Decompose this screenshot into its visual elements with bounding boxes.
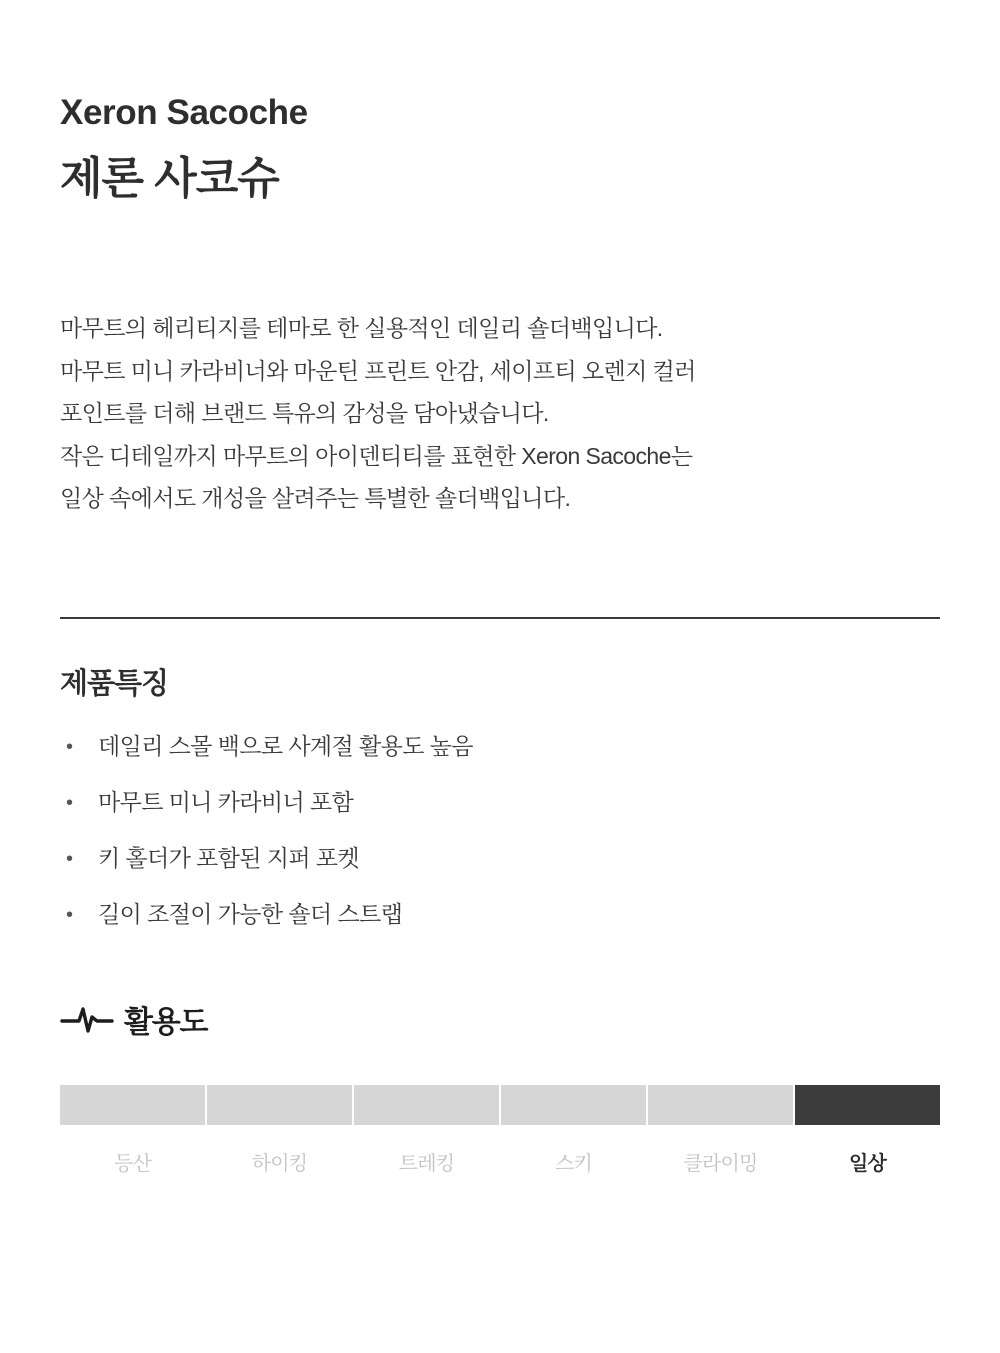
feature-list <box>60 732 940 930</box>
feature-text: 마무트 미니 카라비너 포함 <box>98 788 354 815</box>
product-description <box>60 307 940 520</box>
bullet-icon: • <box>66 735 73 758</box>
description-line: 작은 디테일까지 마무트의 아이덴티티를 표현한 Xeron Sacoche는 <box>60 442 693 469</box>
usage-section <box>60 997 940 1176</box>
usage-label: 스키 <box>554 1153 593 1176</box>
description-line: 포인트를 더해 브랜드 특유의 감성을 담아냈습니다. <box>60 400 549 427</box>
description-line: 마무트 미니 카라비너와 마운틴 프린트 안감, 세이프티 오렌지 컬러 <box>60 357 696 384</box>
list-item <box>60 732 940 762</box>
usage-bar-하이킹 <box>207 1085 352 1125</box>
usage-bar-일상 <box>795 1085 940 1125</box>
description-line: 일상 속에서도 개성을 살려주는 특별한 숄더백입니다. <box>60 485 571 512</box>
product-title-ko: 제론 사코슈 <box>60 154 279 203</box>
bullet-icon: • <box>66 847 73 870</box>
bullet-icon: • <box>66 791 73 814</box>
usage-bar-chart <box>60 1085 940 1125</box>
usage-label: 등산 <box>113 1153 152 1176</box>
usage-heading: 활용도 <box>124 1006 208 1040</box>
usage-label: 일상 <box>848 1153 887 1176</box>
list-item <box>60 900 940 930</box>
usage-bar-트레킹 <box>354 1085 499 1125</box>
section-divider <box>60 617 940 619</box>
usage-label: 하이킹 <box>251 1153 308 1176</box>
feature-text: 키 홀더가 포함된 지퍼 포켓 <box>98 844 359 871</box>
features-section <box>60 661 940 930</box>
usage-heading-row <box>60 997 940 1041</box>
feature-text: 데일리 스몰 백으로 사계절 활용도 높음 <box>98 732 473 759</box>
list-item <box>60 788 940 818</box>
usage-bar-등산 <box>60 1085 205 1125</box>
pulse-icon <box>60 1003 114 1035</box>
product-title-en: Xeron Sacoche <box>60 93 308 132</box>
usage-labels <box>60 1147 940 1176</box>
bullet-icon: • <box>66 903 73 926</box>
title-block <box>60 0 940 207</box>
list-item <box>60 844 940 874</box>
usage-bar-스키 <box>501 1085 646 1125</box>
usage-label: 트레킹 <box>398 1153 455 1176</box>
description-line: 마무트의 헤리티지를 테마로 한 실용적인 데일리 숄더백입니다. <box>60 315 663 342</box>
feature-text: 길이 조절이 가능한 숄더 스트랩 <box>98 900 403 927</box>
features-heading: 제품특징 <box>60 667 169 700</box>
usage-bar-클라이밍 <box>648 1085 793 1125</box>
usage-label: 클라이밍 <box>683 1153 758 1176</box>
